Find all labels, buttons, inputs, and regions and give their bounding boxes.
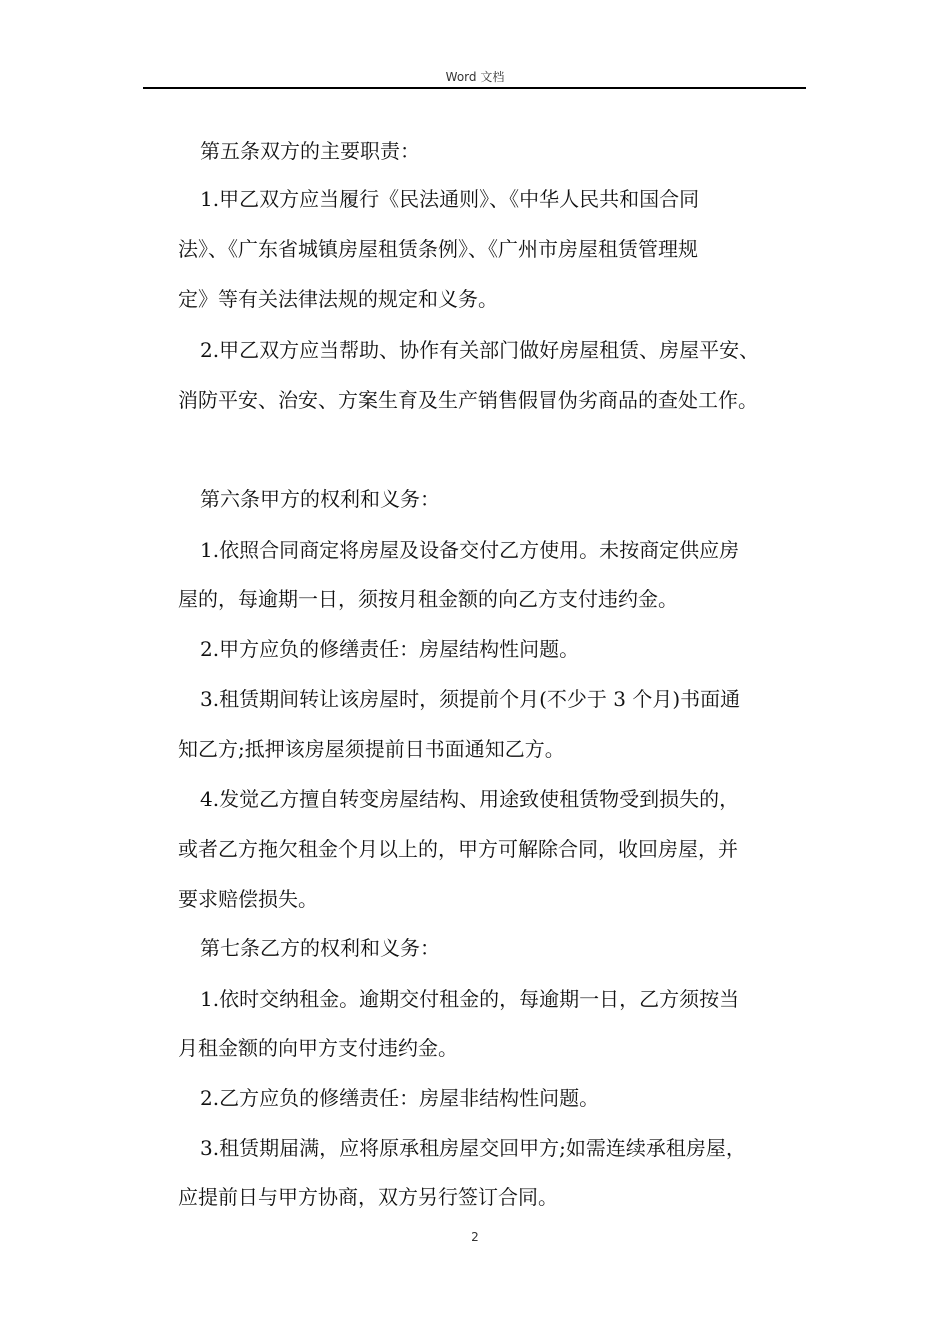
article-5-heading: 第五条双方的主要职责：	[200, 139, 420, 163]
paragraph-line: 消防平安、治安、方案生育及生产销售假冒伪劣商品的查处工作。	[178, 388, 758, 412]
paragraph-line: 2.甲乙双方应当帮助、协作有关部门做好房屋租赁、房屋平安、	[200, 338, 760, 362]
article-6-heading: 第六条甲方的权利和义务：	[200, 487, 440, 511]
paragraph-line: 或者乙方拖欠租金个月以上的，甲方可解除合同，收回房屋，并	[178, 837, 738, 861]
paragraph-line: 1.依照合同商定将房屋及设备交付乙方使用。未按商定供应房	[200, 538, 740, 562]
paragraph-line: 3.租赁期间转让该房屋时，须提前个月(不少于 3 个月)书面通	[200, 687, 741, 711]
article-7-heading: 第七条乙方的权利和义务：	[200, 936, 440, 960]
page-header-title: Word 文档	[445, 70, 505, 84]
paragraph-line: 3.租赁期届满，应将原承租房屋交回甲方;如需连续承租房屋，	[200, 1136, 746, 1160]
paragraph-line: 知乙方;抵押该房屋须提前日书面通知乙方。	[178, 737, 565, 761]
paragraph-line: 法》、《广东省城镇房屋租赁条例》、《广州市房屋租赁管理规	[178, 237, 698, 261]
paragraph-line: 4.发觉乙方擅自转变房屋结构、用途致使租赁物受到损失的，	[200, 787, 740, 811]
paragraph-line: 月租金额的向甲方支付违约金。	[178, 1036, 458, 1060]
paragraph-line: 定》等有关法律法规的规定和义务。	[178, 287, 498, 311]
page-number: 2	[471, 1230, 479, 1244]
paragraph-line: 2.乙方应负的修缮责任：房屋非结构性问题。	[200, 1086, 600, 1110]
paragraph-line: 屋的，每逾期一日，须按月租金额的向乙方支付违约金。	[178, 587, 678, 611]
header-divider	[143, 87, 806, 89]
paragraph-line: 2.甲方应负的修缮责任：房屋结构性问题。	[200, 637, 580, 661]
paragraph-line: 应提前日与甲方协商，双方另行签订合同。	[178, 1185, 558, 1209]
paragraph-line: 要求赔偿损失。	[178, 887, 318, 911]
paragraph-line: 1.依时交纳租金。逾期交付租金的，每逾期一日，乙方须按当	[200, 987, 740, 1011]
paragraph-line: 1.甲乙双方应当履行《民法通则》、《中华人民共和国合同	[200, 187, 700, 211]
